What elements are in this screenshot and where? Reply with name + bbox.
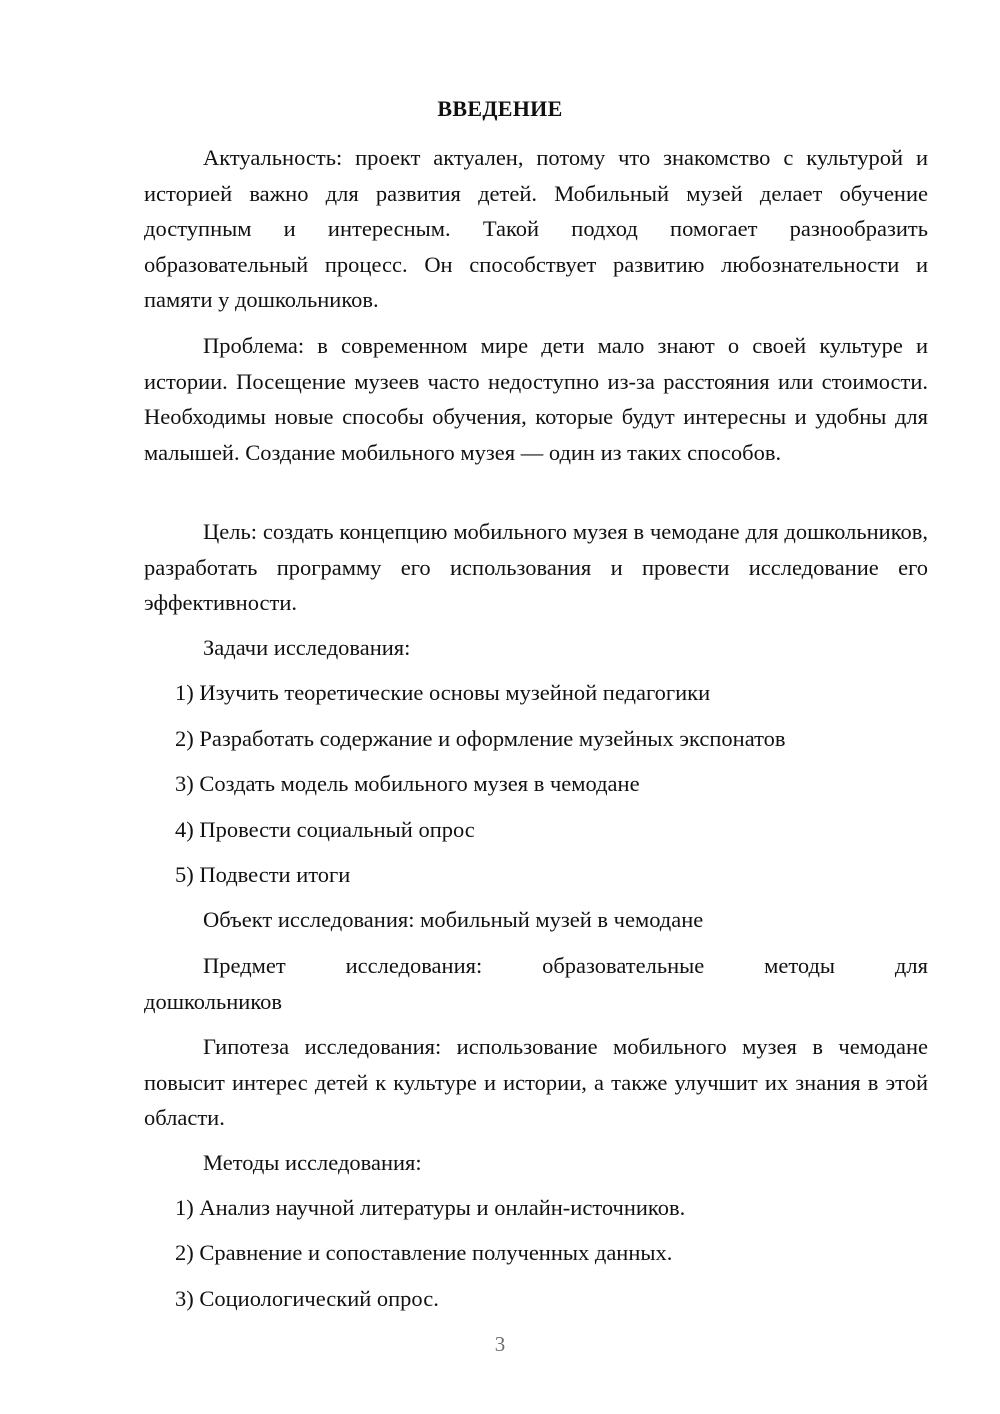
method-item: 1) Анализ научной литературы и онлайн-источников. xyxy=(175,1195,686,1220)
subject-word: для xyxy=(894,953,928,978)
method-item: 3) Социологический опрос. xyxy=(175,1286,439,1311)
tasks-heading: Задачи исследования: xyxy=(203,635,411,660)
subject-word: Предмет xyxy=(203,953,286,978)
task-item: 3) Создать модель мобильного музея в чемодане xyxy=(175,771,640,796)
task-item: 2) Разработать содержание и оформление музейных экспонатов xyxy=(175,726,786,751)
task-item: 4) Провести социальный опрос xyxy=(175,817,475,842)
subject-word: методы xyxy=(764,953,836,978)
goal-paragraph: Цель: создать концепцию мобильного музея в чемодане для дошкольников, разработать программу его использования и провести исследование его эффективности. xyxy=(144,519,928,615)
page-title: ВВЕДЕНИЕ xyxy=(437,96,563,121)
subject-paragraph xyxy=(144,948,928,1019)
hypothesis-paragraph: Гипотеза исследования: использование мобильного музея в чемодане повысит интерес детей к культуре и истории, а также улучшит их знания в этой области. xyxy=(144,1034,928,1130)
task-item: 1) Изучить теоретические основы музейной педагогики xyxy=(175,680,711,705)
methods-heading: Методы исследования: xyxy=(203,1150,422,1175)
subject-first-line xyxy=(144,948,928,984)
object-line: Объект исследования: мобильный музей в чемодане xyxy=(203,907,704,932)
method-item: 2) Сравнение и сопоставление полученных данных. xyxy=(175,1240,673,1265)
subject-second-line: дошкольников xyxy=(144,988,282,1014)
problem-paragraph: Проблема: в современном мире дети мало знают о своей культуре и истории. Посещение музеев часто недоступно из-за расстояния или стоимости. Необходимы новые способы обучения, которые будут интересны и удобны для малышей. Создание мобильного музея — один из таких способов. xyxy=(144,333,928,465)
relevance-paragraph: Актуальность: проект актуален, потому что знакомство с культурой и историей важно для развития детей. Мобильный музей делает обучение доступным и интересным. Такой подход помогает разнообразить образовательный процесс. Он способствует развитию любознательности и памяти у дошкольников. xyxy=(144,145,928,312)
subject-word: исследования: xyxy=(345,953,483,978)
page-number: 3 xyxy=(494,1332,506,1356)
task-item: 5) Подвести итоги xyxy=(175,862,351,887)
subject-word: образовательные xyxy=(542,953,705,978)
